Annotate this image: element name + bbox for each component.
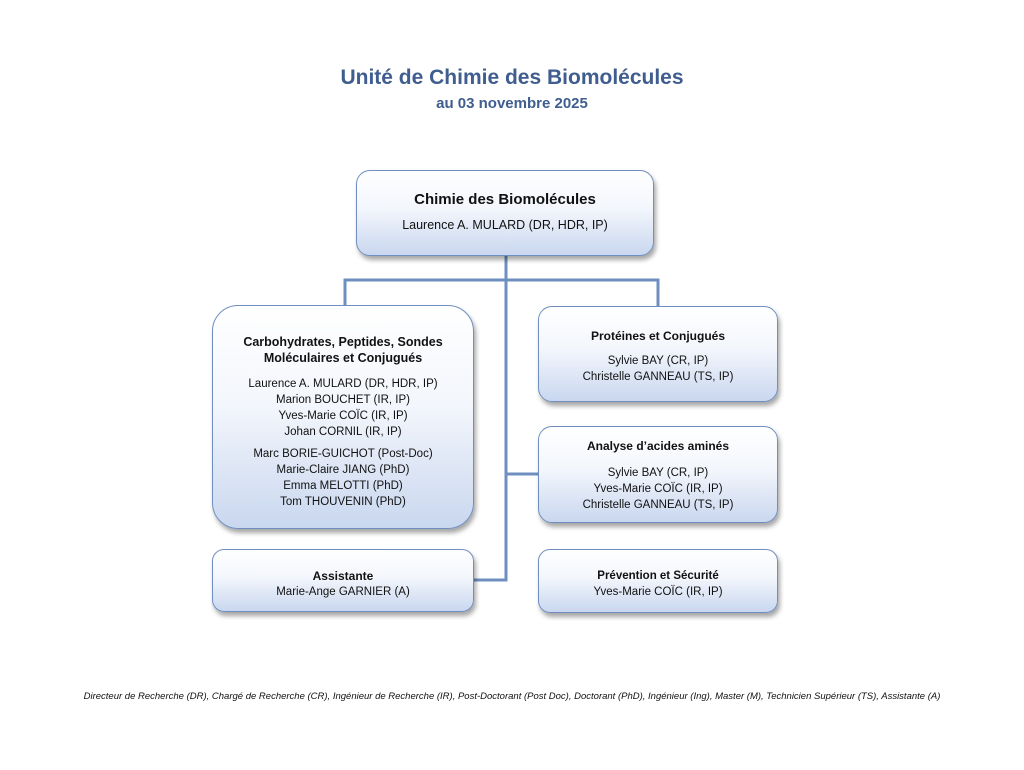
assistante-box: [212, 549, 474, 612]
team-member: Sylvie BAY (CR, IP): [607, 467, 709, 479]
team-trainee: Tom THOUVENIN (PhD): [280, 496, 406, 508]
proteines-team-name: Protéines et Conjugués: [590, 329, 726, 343]
analyse-team-name: Analyse d’acides aminés: [586, 439, 730, 453]
root-unit-lead: Laurence A. MULARD (DR, HDR, IP): [402, 218, 608, 232]
prevention-member: Yves-Marie COÏC (IR, IP): [593, 586, 723, 598]
team-member: Laurence A. MULARD (DR, HDR, IP): [248, 378, 438, 390]
page-title: Unité de Chimie des Biomolécules: [340, 66, 684, 89]
carbohydrates-team-name: Carbohydrates, Peptides, Sondes Moléculaires et Conjugués: [243, 335, 443, 365]
assistante-member: Marie-Ange GARNIER (A): [276, 586, 410, 598]
team-trainee: Marie-Claire JIANG (PhD): [276, 464, 410, 476]
prevention-box: [538, 549, 778, 613]
team-member: Sylvie BAY (CR, IP): [607, 355, 709, 367]
team-member: Christelle GANNEAU (TS, IP): [582, 371, 734, 383]
page-date: au 03 novembre 2025: [436, 95, 588, 112]
team-member: Marion BOUCHET (IR, IP): [276, 394, 410, 406]
team-member: Christelle GANNEAU (TS, IP): [582, 499, 734, 511]
team-member: Yves-Marie COÏC (IR, IP): [593, 483, 723, 495]
root-unit-box: [356, 170, 654, 256]
proteines-team-box: [538, 306, 778, 402]
root-unit-name: Chimie des Biomolécules: [414, 191, 596, 208]
carbohydrates-team-box: [212, 305, 474, 529]
abbreviation-legend: Directeur de Recherche (DR), Chargé de Recherche (CR), Ingénieur de Recherche (IR), Post-Doctorant (Post Doc), Doctorant (PhD), Ingénieur (Ing), Master (M), Technicien Supérieur (TS), Assistante (A): [83, 691, 941, 702]
analyse-team-box: [538, 426, 778, 523]
prevention-title: Prévention et Sécurité: [597, 570, 719, 582]
team-trainee: Emma MELOTTI (PhD): [283, 480, 403, 492]
team-member: Yves-Marie COÏC (IR, IP): [278, 410, 408, 422]
assistante-title: Assistante: [312, 569, 374, 583]
team-trainee: Marc BORIE-GUICHOT (Post-Doc): [253, 448, 433, 460]
team-member: Johan CORNIL (IR, IP): [284, 426, 402, 438]
